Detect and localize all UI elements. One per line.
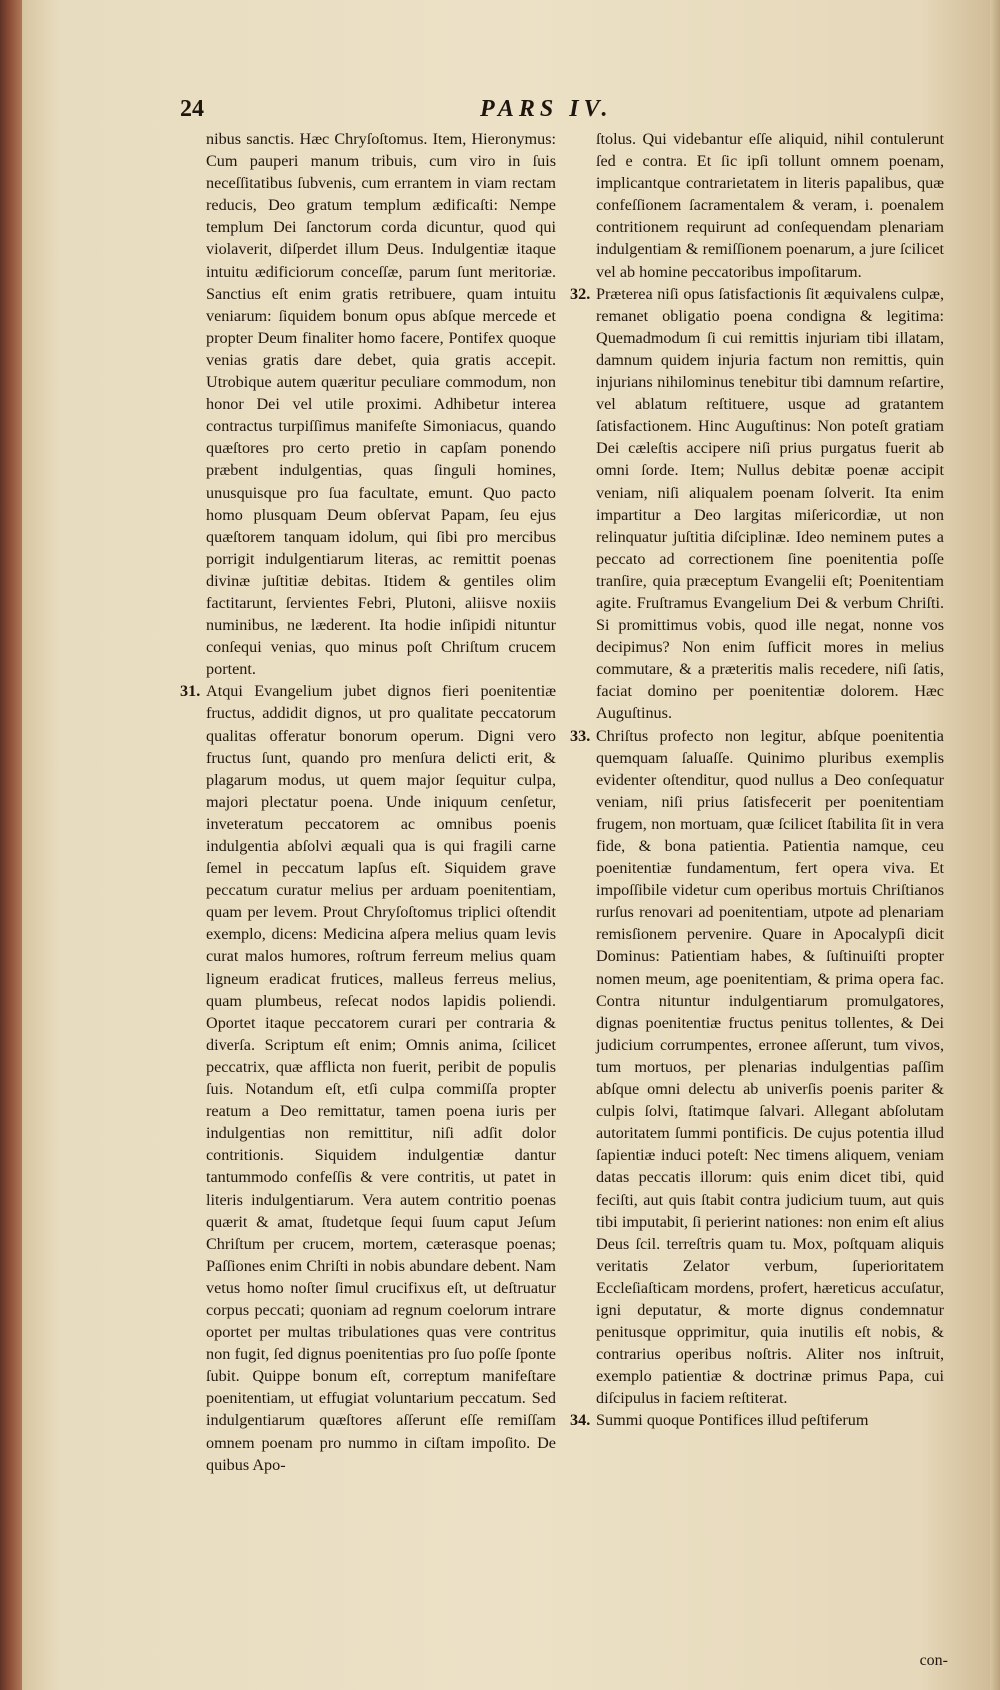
page-fore-edge — [990, 0, 1000, 1690]
paragraph-text: Chriſtus profecto non legitur, abſque poenitentia quemquam ſaluaſſe. Quinimo pluribus exemplis evidenter oſtenditur, quod nullus a Deo conſequatur veniam, niſi prius ſatisfecerit per poenitentiam frugem, non mortuam, quæ ſcilicet ſtabilita ſit in vera fide, & bona patientia. Patientia namque, ceu poenitentiæ fundamentum, fert opera viva. Et impoſſibile videtur cum operibus mortuis Chriſtianos rurſus renovari ad poenitentiam, utpote ad plenariam remisſionem pervenire. Quare in Apocalypſi dicit Dominus: Patientiam habes, & ſuſtinuiſti propter nomen meum, age poenitentiam, & prima opera fac. Contra nituntur indulgentiarum promulgatores, dignas poenitentiæ fructus penitus tollentes, & Dei judicium corrumpentes, erronee aſſerunt, tum vivos, tum mortuos, per plenarias indulgentias paſſim abſque omni delectu ab univerſis poenis pariter & culpis ſolvi, ſtatimque ſalvari. Allegant abſolutam autoritatem ſummi pontificis. De cujus potentia illud ſapientiæ induci poteſt: Nec timens aliquem, veniam datas peccatis illorum: quis enim dicet tibi, quid feciſti, aut quis ſtabit contra judicium tuum, aut quis tibi imputabit, ſi perierint nationes: non enim eſt alius Deus ſcil. terreſtris quam tu. Mox, poſtquam aliquis veritatis Zelator verbum, ſuperioritatem Eccleſiaſticam mordens, profert, hæreticus accuſatur, igni deputatur, & morte dignus condemnatur penitusque opprimitur, quia inutilis eſt nobis, & contrarius operibus noſtris. Aliter nos inſtruit, exemplo patientiæ & doctrinæ primus Papa, cui diſcipulus in faciem reſtiterat. — [596, 726, 944, 1408]
paragraph-number: 33. — [570, 726, 591, 745]
paragraph — [570, 725, 944, 1410]
right-text-column — [570, 128, 944, 1432]
page-number: 24 — [180, 96, 204, 122]
paragraph-number: 32. — [570, 284, 591, 303]
paragraph-number: 31. — [180, 682, 201, 701]
paragraph — [206, 128, 556, 680]
paragraph — [570, 1409, 944, 1431]
left-text-column — [180, 128, 556, 1476]
catchword: con- — [919, 1652, 948, 1669]
paragraph — [180, 680, 556, 1475]
paragraph-text: ſtolus. Qui videbantur eſſe aliquid, nihil contulerunt ſed e contra. Et ſic ipſi tollunt omnem poenam, implicantque contrarietatem in literis papalibus, quæ confeſſionem ſacramentalem & veram, i. poenalem contritionem requirunt ad conſequendam plenariam indulgentiam & remiſſionem poenarum, a jure ſcilicet vel ab homine peccatoribus impoſitarum. — [596, 130, 944, 281]
paragraph — [570, 283, 944, 725]
paragraph-number: 34. — [570, 1411, 591, 1430]
page-binding-edge — [0, 0, 22, 1690]
paragraph-text: Summi quoque Pontifices illud peſtiferum — [596, 1411, 869, 1430]
paragraph-text: Præterea niſi opus ſatisfactionis ſit æquivalens culpæ, remanet obligatio poena condigna & legitima: Quemadmodum ſi cui remittis injuriam tibi illatam, damnum quidem injuria factum non remittis, quin injurians nihilominus tenebitur tibi damnum reſartire, vel ablatum reſtituere, usque ad gratantem ſatisfactionem. Hinc Auguſtinus: Non poteſt gratiam Dei cæleſtis accipere niſi prius purgatus fuerit ab omni ſorde. Item; Nullus debitæ poenæ accipit veniam, niſi aliqualem poenam ſolverit. Ita enim impartitur a Deo largitas miſericordiæ, ut non relinquatur juſtitia diſciplinæ. Ideo neminem putes a peccato ad correctionem ſine poenitentia poſſe tranſire, quia præceptum Evangelii eſt; Poenitentiam agite. Fruſtramus Evangelium Dei & verbum Chriſti. Si promittimus vobis, quod ille negat, nonne vos decipimus? Non enim ſufficit mores in melius commutare, & a præteritis malis recedere, niſi ſatis, faciat domino per poenitentiæ dolorem. Hæc Auguſtinus. — [596, 284, 944, 723]
paragraph-text: nibus sanctis. Hæc Chryſoſtomus. Item, Hieronymus: Cum pauperi manum tribuis, cum viro in ſuis neceſſitatibus ſubvenis, cum errantem in viam rectam reducis, Deo gratum templum ædificaſti: Nempe templum Dei ſanctorum corda dicuntur, quod qui violaverit, diſperdet illum Deus. Indulgentiæ itaque intuitu ædificiorum conceſſæ, parum ſunt meritoriæ. Sanctius eſt enim gratis retribuere, quam intuitu veniarum: ſiquidem bonum opus abſque mercede et propter Deum finaliter homo facere, Pontifex quoque venias gratis dare debet, quia gratis accepit. Utrobique autem quæritur peculiare commodum, non honor Dei vel utile proximi. Adhibetur interea contractus turpiſſimus manifeſte Simoniacus, quando quæſtores pro certo pretio in capſam ponendo præbent indulgentias, quas ſinguli homines, unusquisque pro ſua facultate, emunt. Quo pacto homo plusquam Deum obſervat Papam, ſeu ejus quæſtorem tanquam idolum, qui ſibi pro mercibus porrigit indulgentiarum literas, ac remittit poenas divinæ juſtitiæ debitas. Itidem & gentiles olim factitarunt, ſervientes Febri, Plutoni, aliisve noxiis numinibus, ne læderent. Ita hodie inſipidi nituntur conſequi venias, quo minus poſt Chriſtum crucem portent. — [206, 130, 556, 679]
running-head: PARS IV. — [480, 96, 613, 122]
paragraph — [596, 128, 944, 283]
paragraph-text: Atqui Evangelium jubet dignos fieri poenitentiæ fructus, addidit dignos, ut pro qualitate peccatorum qualitas offeratur bonorum operum. Digni vero fructus ſunt, quando pro menſura delicti erit, & plagarum modus, ut quem major ſequitur culpa, majori plectatur poena. Unde iniquum cenſetur, inveteratum peccatorem ac omnibus poenis indulgentia abſolvi æquali qua is qui fragili carne ſemel in peccatum lapſus eſt. Siquidem grave peccatum curatur melius per arduam poenitentiam, quam per levem. Prout Chryſoſtomus triplici oſtendit exemplo, dicens: Medicina aſpera melius quam levis curat malos humores, roſtrum ferreum melius quam ligneum eradicat frutices, malleus ferreus melius, quam plumbeus, reſecat nodos lapidis poliendi. Oportet itaque peccatorem curari per contraria & diverſa. Scriptum eſt enim; Omnis anima, ſcilicet peccatrix, quæ afflicta non fuerit, peribit de populis ſuis. Notandum eſt, etſi culpa commiſſa propter reatum a Deo remittatur, tamen poena iuris per indulgentias non remittitur, niſi adſit dolor contritionis. Siquidem indulgentiæ dantur tantummodo confeſſis & vere contritis, ut patet in literis indulgentiarum. Vera autem contritio poenas quærit & amat, ſtudetque ſequi ſuum caput Jeſum Chriſtum per crucem, mortem, cæterasque poenas; Paſſiones enim Chriſti in nobis abundare debent. Nam vetus homo noſter ſimul crucifixus eſt, ut deſtruatur corpus peccati; quoniam ad regnum coelorum intrare oportet per multas tribulationes quas vere contritus non fugit, ſed dignus poenitentias pro ſuo poſſe ſponte ſubit. Quippe bonum eſt, correptum manifeſtare poenitentiam, ut effugiat voluntarium peccatum. Sed indulgentiarum quæſtores aſſerunt eſſe remiſſam omnem poenam pro nummo in ciſtam impoſito. De quibus Apo- — [206, 682, 556, 1474]
page-header — [180, 96, 940, 126]
